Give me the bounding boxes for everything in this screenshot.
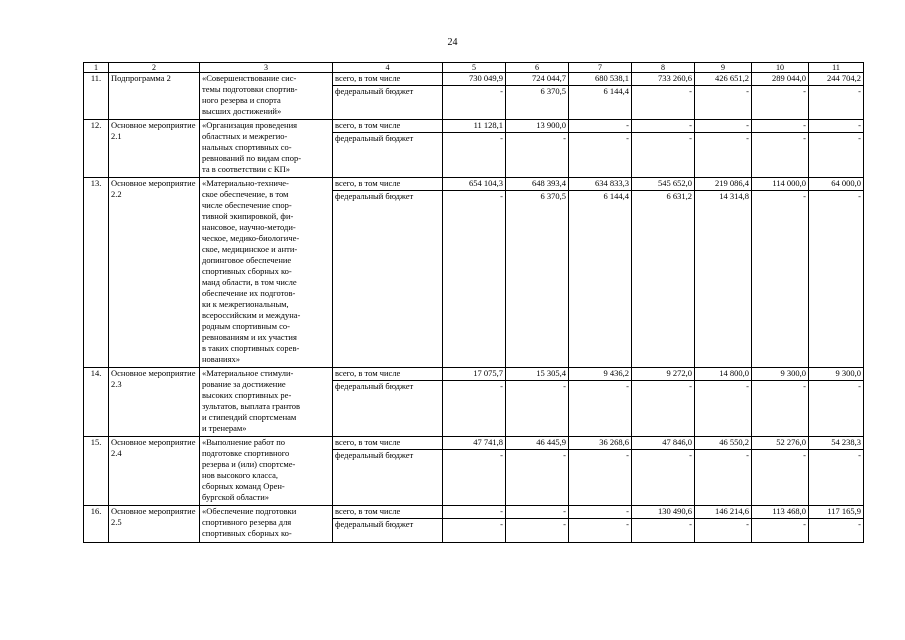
title-line: «Материально-техниче- xyxy=(202,178,289,188)
title-line: та в соответствии с КП» xyxy=(202,164,290,174)
row-number: 11. xyxy=(84,73,109,120)
value-cell: - xyxy=(809,86,864,120)
funding-source: федеральный бюджет xyxy=(333,450,443,506)
funding-source: всего, в том числе xyxy=(333,437,443,450)
value-cell: - xyxy=(506,506,569,519)
value-cell: - xyxy=(695,450,752,506)
value-cell: - xyxy=(443,191,506,368)
program-title xyxy=(200,437,333,506)
value-cell: - xyxy=(569,519,632,543)
value-cell: - xyxy=(443,450,506,506)
value-cell: 36 268,6 xyxy=(569,437,632,450)
title-line: сборных команд Орен- xyxy=(202,481,285,491)
value-cell: 15 305,4 xyxy=(506,368,569,381)
funding-source: всего, в том числе xyxy=(333,506,443,519)
title-line: рование за достижение xyxy=(202,379,286,389)
value-cell: 680 538,1 xyxy=(569,73,632,86)
title-line: высших достижений» xyxy=(202,106,282,116)
title-line: бургской области» xyxy=(202,492,270,502)
title-line: спортивных сборных ко- xyxy=(202,528,292,538)
funding-source: федеральный бюджет xyxy=(333,86,443,120)
table-row xyxy=(84,73,864,86)
value-cell: 117 165,9 xyxy=(809,506,864,519)
title-line: спортивных сборных ко- xyxy=(202,266,292,276)
value-cell: - xyxy=(809,381,864,437)
value-cell: - xyxy=(809,120,864,133)
value-cell: 6 370,5 xyxy=(506,86,569,120)
column-header: 4 xyxy=(333,63,443,73)
table-row xyxy=(84,120,864,133)
title-line: областных и межрегио- xyxy=(202,131,288,141)
title-line: нованиях» xyxy=(202,354,240,364)
title-line: ревнованиям и их участия xyxy=(202,332,297,342)
value-cell: 52 276,0 xyxy=(752,437,809,450)
value-cell: 11 128,1 xyxy=(443,120,506,133)
title-line: резерва и (или) спортсме- xyxy=(202,459,296,469)
value-cell: - xyxy=(695,519,752,543)
value-cell: - xyxy=(569,506,632,519)
column-header: 8 xyxy=(632,63,695,73)
funding-source: федеральный бюджет xyxy=(333,519,443,543)
title-line: «Обеспечение подготовки xyxy=(202,506,297,516)
value-cell: - xyxy=(695,86,752,120)
value-cell: - xyxy=(506,133,569,178)
title-line: числе обеспечение спор- xyxy=(202,200,292,210)
value-cell: 724 044,7 xyxy=(506,73,569,86)
value-cell: 130 490,6 xyxy=(632,506,695,519)
value-cell: - xyxy=(443,506,506,519)
title-line: ское, медицинское и анти- xyxy=(202,244,298,254)
title-line: «Совершенствование сис- xyxy=(202,73,297,83)
title-line: высоких спортивных ре- xyxy=(202,390,292,400)
value-cell: - xyxy=(752,120,809,133)
value-cell: 545 652,0 xyxy=(632,178,695,191)
value-cell: 113 468,0 xyxy=(752,506,809,519)
value-cell: - xyxy=(752,519,809,543)
value-cell: - xyxy=(443,519,506,543)
title-line: и тренерам» xyxy=(202,423,247,433)
value-cell: - xyxy=(695,381,752,437)
value-cell: - xyxy=(443,381,506,437)
value-cell: 733 260,6 xyxy=(632,73,695,86)
value-cell: - xyxy=(752,86,809,120)
column-header: 7 xyxy=(569,63,632,73)
value-cell: 426 651,2 xyxy=(695,73,752,86)
value-cell: 634 833,3 xyxy=(569,178,632,191)
title-line: ское обеспечение, в том xyxy=(202,189,289,199)
program-title xyxy=(200,178,333,368)
column-header: 10 xyxy=(752,63,809,73)
value-cell: 289 044,0 xyxy=(752,73,809,86)
funding-source: всего, в том числе xyxy=(333,120,443,133)
value-cell: - xyxy=(752,381,809,437)
funding-source: всего, в том числе xyxy=(333,178,443,191)
value-cell: 219 086,4 xyxy=(695,178,752,191)
value-cell: - xyxy=(632,86,695,120)
title-line: ческое, медико-биологиче- xyxy=(202,233,300,243)
value-cell: - xyxy=(443,86,506,120)
value-cell: - xyxy=(809,450,864,506)
value-cell: 6 144,4 xyxy=(569,86,632,120)
row-number: 15. xyxy=(84,437,109,506)
column-header: 9 xyxy=(695,63,752,73)
value-cell: 17 075,7 xyxy=(443,368,506,381)
title-line: и стипендий спортсменам xyxy=(202,412,297,422)
value-cell: 654 104,3 xyxy=(443,178,506,191)
value-cell: - xyxy=(632,120,695,133)
table-row xyxy=(84,506,864,519)
value-cell: 14 314,8 xyxy=(695,191,752,368)
value-cell: - xyxy=(695,120,752,133)
title-line: родным спортивным со- xyxy=(202,321,290,331)
value-cell: 146 214,6 xyxy=(695,506,752,519)
table-row xyxy=(84,368,864,381)
value-cell: - xyxy=(752,191,809,368)
program-title xyxy=(200,120,333,178)
value-cell: 6 631,2 xyxy=(632,191,695,368)
value-cell: 9 300,0 xyxy=(752,368,809,381)
program-name: Основное мероприятие 2.4 xyxy=(109,437,200,506)
value-cell: - xyxy=(569,120,632,133)
value-cell: 46 550,2 xyxy=(695,437,752,450)
column-header: 6 xyxy=(506,63,569,73)
value-cell: 6 144,4 xyxy=(569,191,632,368)
value-cell: - xyxy=(443,133,506,178)
title-line: «Выполнение работ по xyxy=(202,437,285,447)
row-number: 16. xyxy=(84,506,109,543)
title-line: спортивного резерва для xyxy=(202,517,292,527)
title-line: манд области, в том числе xyxy=(202,277,297,287)
value-cell: 648 393,4 xyxy=(506,178,569,191)
funding-source: всего, в том числе xyxy=(333,73,443,86)
table-row xyxy=(84,178,864,191)
title-line: нальных спортивных со- xyxy=(202,142,292,152)
value-cell: - xyxy=(569,133,632,178)
row-number: 13. xyxy=(84,178,109,368)
value-cell: - xyxy=(632,519,695,543)
program-name: Основное мероприятие 2.3 xyxy=(109,368,200,437)
program-name: Основное мероприятие 2.2 xyxy=(109,178,200,368)
title-line: «Организация проведения xyxy=(202,120,298,130)
value-cell: 13 900,0 xyxy=(506,120,569,133)
title-line: в таких спортивных сорев- xyxy=(202,343,300,353)
value-cell: - xyxy=(506,519,569,543)
value-cell: 54 238,3 xyxy=(809,437,864,450)
funding-source: всего, в том числе xyxy=(333,368,443,381)
page-number: 24 xyxy=(447,37,458,48)
value-cell: 244 704,2 xyxy=(809,73,864,86)
title-line: «Материальное стимули- xyxy=(202,368,294,378)
column-header: 3 xyxy=(200,63,333,73)
title-line: ки к межрегиональным, xyxy=(202,299,289,309)
value-cell: - xyxy=(809,191,864,368)
value-cell: - xyxy=(752,450,809,506)
funding-source: федеральный бюджет xyxy=(333,381,443,437)
table-row xyxy=(84,437,864,450)
program-title xyxy=(200,368,333,437)
program-name: Основное мероприятие 2.1 xyxy=(109,120,200,178)
column-header: 1 xyxy=(84,63,109,73)
value-cell: 9 300,0 xyxy=(809,368,864,381)
value-cell: 46 445,9 xyxy=(506,437,569,450)
value-cell: - xyxy=(809,519,864,543)
title-line: темы подготовки спортив- xyxy=(202,84,298,94)
program-name: Основное мероприятие 2.5 xyxy=(109,506,200,543)
column-header: 2 xyxy=(109,63,200,73)
value-cell: - xyxy=(632,133,695,178)
program-name: Подпрограмма 2 xyxy=(109,73,200,120)
value-cell: - xyxy=(569,450,632,506)
value-cell: - xyxy=(752,133,809,178)
title-line: подготовке спортивного xyxy=(202,448,290,458)
value-cell: - xyxy=(506,381,569,437)
title-line: ного резерва и спорта xyxy=(202,95,281,105)
value-cell: - xyxy=(632,381,695,437)
value-cell: 64 000,0 xyxy=(809,178,864,191)
value-cell: 6 370,5 xyxy=(506,191,569,368)
budget-table xyxy=(83,62,864,543)
title-line: тивной экипировкой, фи- xyxy=(202,211,294,221)
value-cell: - xyxy=(569,381,632,437)
value-cell: - xyxy=(695,133,752,178)
column-header: 5 xyxy=(443,63,506,73)
funding-source: федеральный бюджет xyxy=(333,191,443,368)
title-line: зультатов, выплата грантов xyxy=(202,401,301,411)
value-cell: - xyxy=(506,450,569,506)
value-cell: 47 741,8 xyxy=(443,437,506,450)
row-number: 14. xyxy=(84,368,109,437)
value-cell: 47 846,0 xyxy=(632,437,695,450)
funding-source: федеральный бюджет xyxy=(333,133,443,178)
row-number: 12. xyxy=(84,120,109,178)
column-header: 11 xyxy=(809,63,864,73)
value-cell: 114 000,0 xyxy=(752,178,809,191)
title-line: нов высокого класса, xyxy=(202,470,278,480)
value-cell: 14 800,0 xyxy=(695,368,752,381)
title-line: всероссийским и междуна- xyxy=(202,310,301,320)
value-cell: - xyxy=(809,133,864,178)
value-cell: - xyxy=(632,450,695,506)
header-row xyxy=(84,63,864,73)
program-title xyxy=(200,73,333,120)
title-line: нансовое, научно-методи- xyxy=(202,222,296,232)
title-line: допинговое обеспечение xyxy=(202,255,292,265)
title-line: обеспечение их подготов- xyxy=(202,288,296,298)
title-line: ревнований по видам спор- xyxy=(202,153,302,163)
value-cell: 9 272,0 xyxy=(632,368,695,381)
program-title xyxy=(200,506,333,543)
value-cell: 730 049,9 xyxy=(443,73,506,86)
value-cell: 9 436,2 xyxy=(569,368,632,381)
